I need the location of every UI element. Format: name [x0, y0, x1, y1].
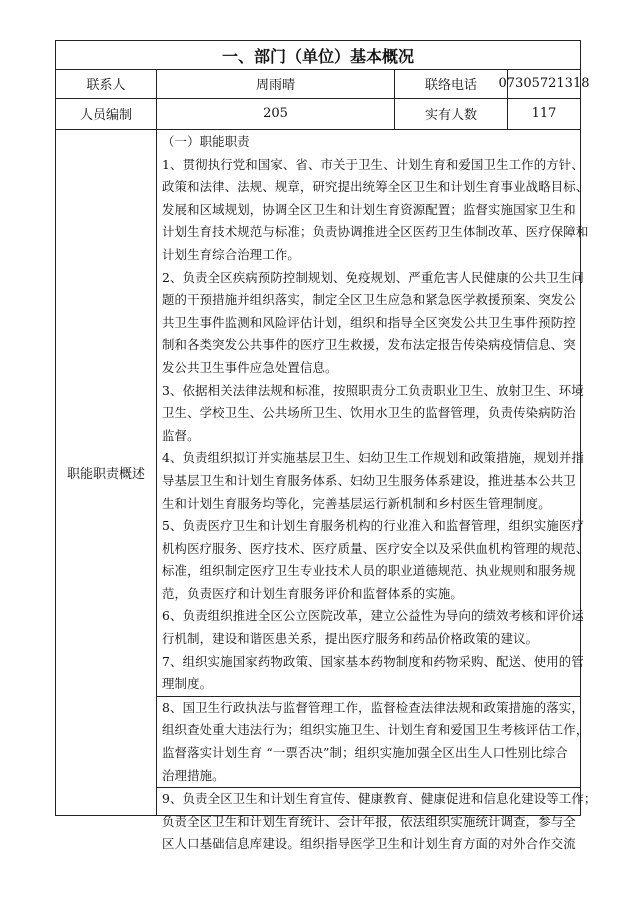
duty-line: 制和各类突发公共事件的医疗卫生救援，发布法定报告传染病疫情信息、突	[162, 337, 576, 353]
duty-line: 6、负责组织推进全区公立医院改革，建立公益性为导向的绩效考核和评价运	[162, 608, 584, 624]
duties-label: 职能职责概述	[56, 129, 157, 815]
duty-line: 2、负责全区疾病预防控制规划、免疫规划、严重危害人民健康的公共卫生问	[162, 269, 584, 285]
contact-name-value: 周雨晴	[157, 69, 395, 98]
duty-line: 行机制，建设和谐医患关系，提出医疗服务和药品价格政策的建议。	[162, 631, 539, 647]
duty-line: 监督落实计划生育 “一票否决”制；组织实施加强全区出生人口性别比综合	[162, 745, 568, 761]
duty-line: 5、负责医疗卫生和计划生育服务机构的行业准入和监督管理，组织实施医疗	[162, 518, 584, 534]
duty-line: 机构医疗服务、医疗技术、医疗质量、医疗安全以及采供血机构管理的规范、	[162, 540, 589, 556]
duty-line: （一）职能职责	[162, 134, 250, 149]
title-row	[56, 41, 580, 70]
duty-line: 卫生、学校卫生、公共场所卫生、饮用水卫生的监督管理，负责传染病防治	[162, 405, 576, 421]
duty-line: 共卫生事件监测和风险评估计划，组织和指导全区突发公共卫生事件预防控	[162, 314, 576, 330]
duty-line: 计划生育综合治理工作。	[162, 246, 300, 262]
staff-actual-label: 实有人数	[395, 98, 508, 129]
duty-line: 标准，组织制定医疗卫生专业技术人员的职业道德规范、执业规则和服务规	[162, 563, 576, 579]
overview-table	[55, 40, 597, 852]
duty-line: 发展和区域规划，协调全区卫生和计划生育资源配置；监督实施国家卫生和	[162, 201, 576, 217]
duty-line: 3、依据相关法律法规和标准，按照职责分工负责职业卫生、放射卫生、环境	[162, 382, 584, 398]
duties-row	[56, 129, 597, 852]
duty-line: 政策和法律、法规、规章，研究提出统筹全区卫生和计划生育事业战略目标、	[162, 179, 589, 195]
duty-line: 9、负责全区卫生和计划生育宣传、健康教育、健康促进和信息化建设等工作；	[162, 791, 597, 807]
staff-quota-value: 205	[157, 98, 395, 129]
duty-line: 导基层卫生和计划生育服务体系、妇幼卫生服务体系建设，推进基本公共卫	[162, 472, 576, 488]
duty-line: 计划生育技术规范与标准；负责协调推进全区医药卫生体制改革、医疗保障和	[162, 224, 589, 240]
contact-name-label: 联系人	[56, 69, 157, 98]
staff-row	[56, 98, 580, 130]
duty-line: 负责全区卫生和计划生育统计、会计年报，依法组织实施统计调查，参与全	[162, 813, 576, 829]
duty-line: 4、负责组织拟订并实施基层卫生、妇幼卫生工作规划和政策措施，规划并指	[162, 450, 584, 466]
duties-content	[157, 129, 597, 852]
duty-line: 治理措施。	[162, 767, 225, 783]
contact-phone-label: 联络电话	[395, 69, 508, 98]
duty-line: 7、组织实施国家药物政策、国家基本药物制度和药物采购、配送、使用的管	[162, 653, 584, 669]
duty-line: 区人口基础信息库建设。组织指导医学卫生和计划生育方面的对外合作交流	[162, 836, 576, 852]
duty-line: 生和计划生育服务均等化，完善基层运行新机制和乡村医生管理制度。	[162, 495, 551, 511]
contact-phone-value: 07305721318	[498, 76, 590, 91]
duty-line: 范，负责医疗和计划生育服务评价和监督体系的实施。	[162, 585, 463, 601]
duty-line: 理制度。	[162, 676, 213, 692]
duty-line: 题的干预措施并组织落实，制定全区卫生应急和紧急医学救援预案、突发公	[162, 292, 576, 308]
duty-line: 发公共卫生事件应急处置信息。	[162, 359, 338, 375]
contact-row	[56, 69, 590, 99]
duty-line: 监督。	[162, 427, 200, 443]
duty-line: 8、国卫生行政执法与监督管理工作，监督检查法律法规和政策措施的落实，	[162, 699, 584, 715]
staff-quota-label: 人员编制	[56, 98, 157, 129]
duty-line: 1、贯彻执行党和国家、省、市关于卫生、计划生育和爱国卫生工作的方针、	[162, 156, 584, 172]
staff-actual-value: 117	[531, 106, 557, 121]
duty-line: 组织查处重大违法行为；组织实施卫生、计划生育和爱国卫生考核评估工作，	[162, 722, 589, 738]
table-title: 一、部门（单位）基本概况	[221, 46, 414, 66]
